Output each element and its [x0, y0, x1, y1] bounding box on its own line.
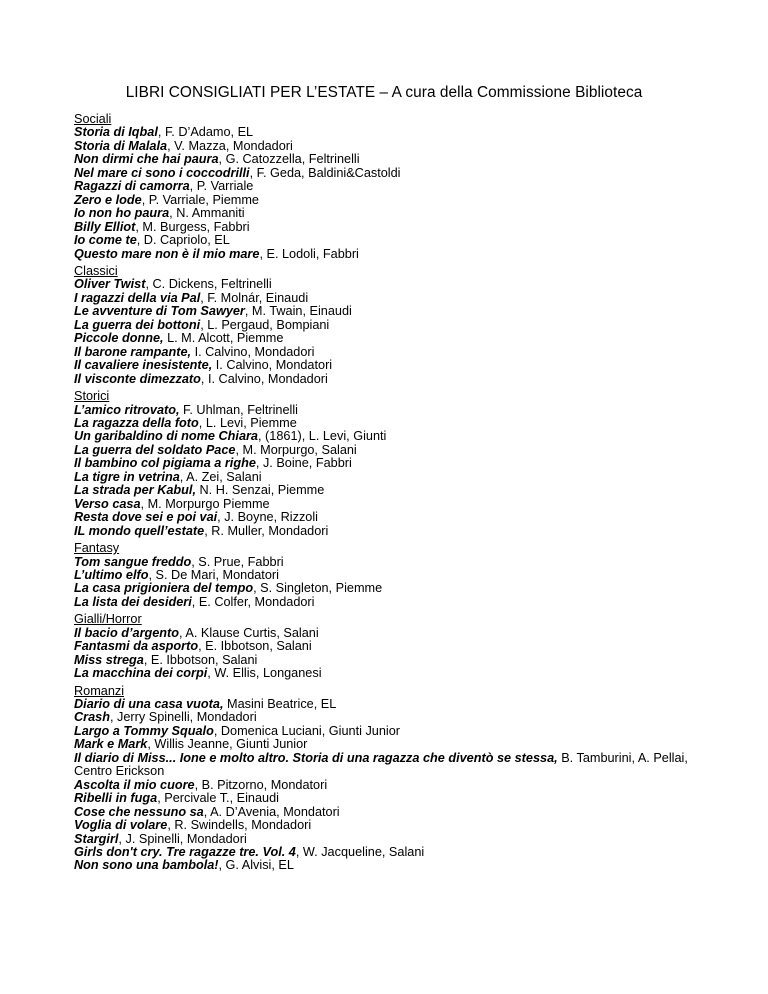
book-details: , L. Pergaud, Bompiani [200, 317, 330, 332]
book-title: Ascolta il mio cuore [74, 777, 195, 792]
book-details: B. Tamburini, A. Pellai, Centro Erickson [74, 750, 688, 779]
book-entry [74, 667, 714, 680]
book-details: , Domenica Luciani, Giunti Junior [213, 723, 401, 738]
book-entry [74, 725, 714, 738]
book-title: La casa prigioniera del tempo [74, 581, 254, 596]
book-entry [74, 126, 714, 139]
book-details: , V. Mazza, Mondadori [167, 138, 293, 153]
book-title: Largo a Tommy Squalo [74, 723, 214, 738]
book-details: , E. Ibbotson, Salani [198, 639, 312, 654]
book-details: , C. Dickens, Feltrinelli [145, 277, 272, 292]
book-details: , M. Burgess, Fabbri [135, 219, 250, 234]
page-title: LIBRI CONSIGLIATI PER L’ESTATE – A cura della Commissione Biblioteca [125, 84, 643, 101]
book-entry [74, 596, 714, 609]
book-entry [74, 525, 714, 538]
section-heading: Sociali [74, 112, 112, 126]
book-details: , N. Ammaniti [169, 206, 245, 221]
book-title: Fantasmi da asporto [74, 639, 199, 654]
book-title: L’ultimo elfo [74, 567, 149, 582]
book-title: L’amico ritrovato, [74, 402, 180, 417]
book-entry [74, 752, 714, 779]
book-details: , S. Singleton, Piemme [253, 581, 383, 596]
section-gialli-horror [74, 613, 714, 680]
book-details: , G. Catozzella, Feltrinelli [218, 152, 360, 167]
book-entry [74, 234, 714, 247]
section-fantasy [74, 542, 714, 609]
book-entry [74, 373, 714, 386]
book-entry [74, 167, 714, 180]
book-details: , W. Ellis, Longanesi [207, 666, 322, 681]
book-title: La strada per Kabul, [74, 483, 196, 498]
book-details: , J. Boyne, Rizzoli [217, 510, 318, 525]
book-title: Io non ho paura [74, 206, 170, 221]
book-entry [74, 640, 714, 653]
book-details: , Jerry Spinelli, Mondadori [109, 710, 257, 725]
book-title: Le avventure di Tom Sawyer [74, 304, 245, 319]
book-entry [74, 806, 714, 819]
section-classici [74, 265, 714, 386]
book-title: Oliver Twist [74, 277, 146, 292]
book-details: , M. Morpurgo Piemme [140, 496, 270, 511]
book-title: Stargirl [74, 831, 119, 846]
book-details: , S. Prue, Fabbri [191, 554, 284, 569]
book-entry [74, 180, 714, 193]
book-details: , M. Morpurgo, Salani [235, 442, 357, 457]
book-title: Zero e lode [74, 192, 142, 207]
book-details: , J. Spinelli, Mondadori [118, 831, 247, 846]
book-details: , A. D’Avenia, Mondatori [203, 804, 340, 819]
book-details: , B. Pitzorno, Mondatori [194, 777, 328, 792]
book-title: I ragazzi della via Pal [74, 290, 201, 305]
book-details: , J. Boine, Fabbri [255, 456, 352, 471]
section-heading: Fantasy [74, 541, 120, 556]
book-title: Diario di una casa vuota, [74, 697, 224, 712]
book-title: Ragazzi di camorra [74, 179, 190, 194]
book-entry [74, 153, 714, 166]
book-entry [74, 305, 714, 318]
book-entry [74, 278, 714, 291]
book-details: , A. Zei, Salani [179, 469, 262, 484]
section-heading: Romanzi [74, 683, 125, 698]
book-entry [74, 417, 714, 430]
book-title: Ribelli in fuga [74, 791, 158, 806]
section-storici [74, 390, 714, 538]
book-details: , P. Varriale, Piemme [141, 192, 259, 207]
book-entry [74, 346, 714, 359]
book-title: Tom sangue freddo [74, 554, 192, 569]
book-details: I. Calvino, Mondatori [212, 358, 333, 373]
book-entry [74, 738, 714, 751]
section-romanzi [74, 685, 714, 873]
book-entry [74, 194, 714, 207]
book-title: IL mondo quell’estate [74, 523, 205, 538]
book-details: , M. Twain, Einaudi [244, 304, 352, 319]
book-entry [74, 248, 714, 261]
book-entry [74, 582, 714, 595]
book-title: La tigre in vetrina [74, 469, 180, 484]
book-title: Mark e Mark [74, 737, 148, 752]
book-title: Io come te [74, 233, 137, 248]
book-title: La lista dei desideri [74, 594, 192, 609]
book-entry [74, 711, 714, 724]
book-title: La macchina dei corpi [74, 666, 208, 681]
book-title: La guerra dei bottoni [74, 317, 201, 332]
book-title: Voglia di volare [74, 818, 168, 833]
book-entry [74, 859, 714, 872]
section-sociali [74, 113, 714, 261]
book-title: Il diario di Miss... Ione e molto altro. Storia di una ragazza che diventò se stessa, [74, 750, 558, 765]
book-details: , S. De Mari, Mondatori [148, 567, 279, 582]
book-details: , I. Calvino, Mondadori [200, 371, 328, 386]
section-heading: Storici [74, 389, 110, 404]
book-entry [74, 698, 714, 711]
book-entry [74, 792, 714, 805]
book-details: Masini Beatrice, EL [223, 697, 337, 712]
book-title: Non sono una bambola! [74, 858, 219, 873]
book-entry [74, 140, 714, 153]
book-title: La guerra del soldato Pace [74, 442, 236, 457]
book-title: Resta dove sei e poi vai [74, 510, 218, 525]
book-title: Il barone rampante, [74, 344, 192, 359]
book-details: I. Calvino, Mondadori [191, 344, 315, 359]
book-entry [74, 511, 714, 524]
book-details: , G. Alvisi, EL [218, 858, 294, 873]
book-entry [74, 319, 714, 332]
book-entry [74, 471, 714, 484]
book-entry [74, 819, 714, 832]
book-title: Piccole donne, [74, 331, 164, 346]
book-title: Crash [74, 710, 110, 725]
book-title: Cose che nessuno sa [74, 804, 204, 819]
book-title: Il bacio d’argento [74, 625, 180, 640]
book-details: , R. Muller, Mondadori [204, 523, 329, 538]
book-entry [74, 457, 714, 470]
book-entry [74, 430, 714, 443]
book-entry [74, 846, 714, 859]
book-details: , E. Ibbotson, Salani [143, 652, 258, 667]
book-entry [74, 359, 714, 372]
book-title: Non dirmi che hai paura [74, 152, 219, 167]
book-details: , E. Lodoli, Fabbri [259, 246, 359, 261]
book-details: , E. Colfer, Mondadori [191, 594, 315, 609]
book-details: , W. Jacqueline, Salani [295, 845, 425, 860]
book-entry [74, 833, 714, 846]
book-entry [74, 498, 714, 511]
book-list [74, 113, 714, 877]
section-heading: Classici [74, 263, 118, 278]
book-entry [74, 627, 714, 640]
book-details: , F. Molnár, Einaudi [200, 290, 309, 305]
book-title: Storia di Iqbal [74, 125, 158, 140]
book-entry [74, 444, 714, 457]
book-title: Girls don't cry. Tre ragazze tre. Vol. 4 [74, 845, 296, 860]
book-title: Un garibaldino di nome Chiara [74, 429, 258, 444]
book-title: Nel mare ci sono i coccodrilli [74, 165, 250, 180]
book-title: La ragazza della foto [74, 415, 199, 430]
book-title: Il visconte dimezzato [74, 371, 201, 386]
book-details: , (1861), L. Levi, Giunti [258, 429, 387, 444]
book-title: Il cavaliere inesistente, [74, 358, 213, 373]
section-heading: Gialli/Horror [74, 612, 142, 627]
book-title: Verso casa [74, 496, 141, 511]
book-details: , R. Swindells, Mondadori [167, 818, 312, 833]
book-title: Miss strega [74, 652, 144, 667]
book-title: Questo mare non è il mio mare [74, 246, 260, 261]
book-entry [74, 207, 714, 220]
book-details: L. M. Alcott, Piemme [163, 331, 284, 346]
book-entry [74, 556, 714, 569]
book-entry [74, 292, 714, 305]
book-details: , L. Levi, Piemme [198, 415, 297, 430]
book-entry [74, 404, 714, 417]
book-entry [74, 779, 714, 792]
book-entry [74, 484, 714, 497]
book-details: , D. Capriolo, EL [136, 233, 230, 248]
book-entry [74, 221, 714, 234]
book-title: Storia di Malala [74, 138, 168, 153]
book-title: Billy Elliot [74, 219, 136, 234]
book-details: , F. Geda, Baldini&Castoldi [249, 165, 401, 180]
book-entry [74, 654, 714, 667]
book-details: , P. Varriale [189, 179, 254, 194]
book-details: , Percivale T., Einaudi [157, 791, 279, 806]
book-entry [74, 332, 714, 345]
book-details: F. Uhlman, Feltrinelli [179, 402, 298, 417]
book-title: Il bambino col pigiama a righe [74, 456, 256, 471]
book-details: , F. D’Adamo, EL [157, 125, 254, 140]
book-details: , A. Klause Curtis, Salani [179, 625, 319, 640]
book-details: , Willis Jeanne, Giunti Junior [147, 737, 308, 752]
book-entry [74, 569, 714, 582]
book-details: N. H. Senzai, Piemme [195, 483, 325, 498]
